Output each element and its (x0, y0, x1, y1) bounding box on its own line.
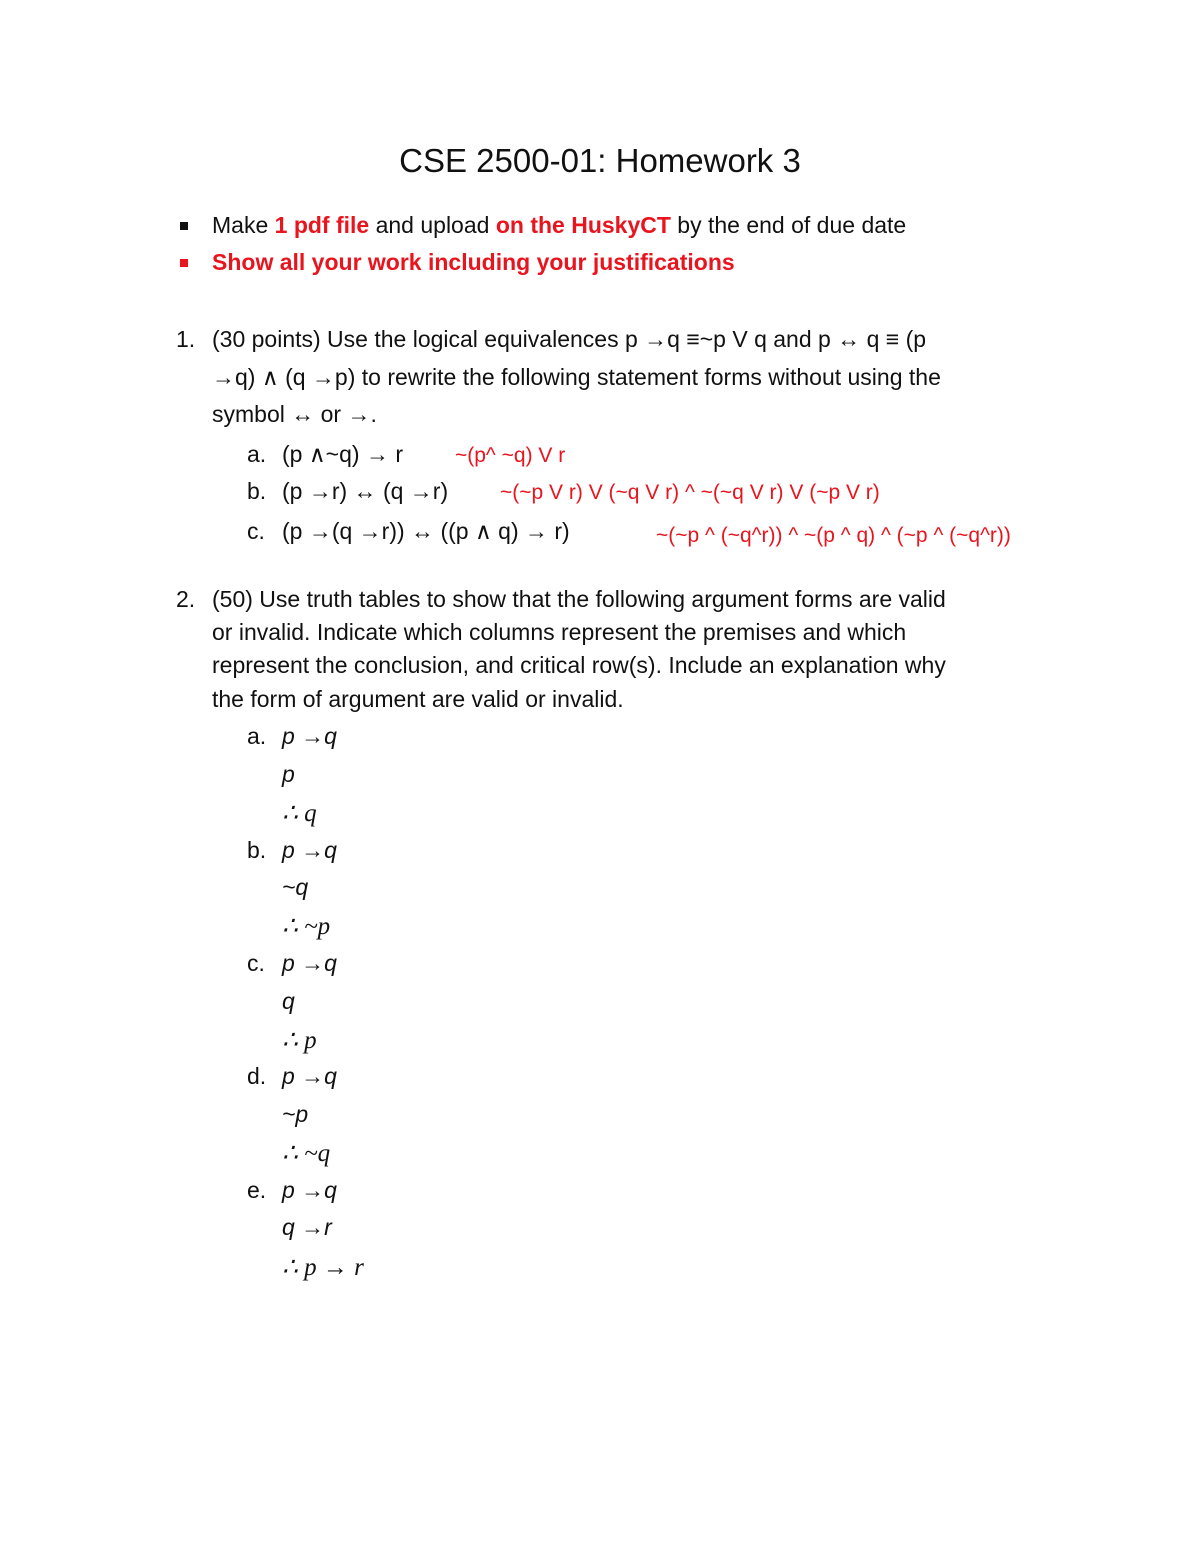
page-title: CSE 2500-01: Homework 3 (399, 142, 801, 179)
q1c-answer: ~(~p ^ (~q^r)) ^ ~(p ^ q) ^ (~p ^ (~q^r)) (656, 524, 1011, 547)
q2b-premise-1: p →q (282, 837, 337, 863)
q2d-conclusion: ∴ ~q (282, 1140, 331, 1167)
q2e-premise-2: q →r (282, 1214, 332, 1240)
q2-line-4: the form of argument are valid or invalid. (212, 686, 624, 712)
q2c-premise-1: p →q (282, 950, 337, 976)
q2c-label: c. (247, 950, 265, 976)
q1c-statement: (p →(q →r)) ↔ ((p ∧ q) → r) (282, 518, 570, 544)
q2d-premise-2: ~p (282, 1101, 309, 1127)
q2b-premise-2: ~q (282, 874, 309, 900)
q2-number: 2. (176, 586, 196, 612)
q1a-answer: ~(p^ ~q) V r (455, 444, 566, 467)
q2d-premise-1: p →q (282, 1063, 337, 1089)
q1b-answer: ~(~p V r) V (~q V r) ^ ~(~q V r) V (~p V r) (500, 481, 880, 504)
q2c-premise-2: q (282, 988, 295, 1014)
q1-number: 1. (176, 326, 196, 352)
and-upload-text: and upload (375, 212, 490, 238)
q2a-premise-2: p (282, 761, 295, 787)
q2e-conclusion: ∴ p → r (282, 1254, 364, 1281)
q2a-conclusion: ∴ q (282, 800, 317, 827)
q2b-conclusion: ∴ ~p (282, 913, 331, 940)
q1-line-2: →q) ∧ (q →p) to rewrite the following statement forms without using the (212, 364, 941, 390)
q2a-premise-1: p →q (282, 723, 337, 749)
pdf-emphasis: 1 pdf file (274, 212, 370, 238)
q2-line-2: or invalid. Indicate which columns represent the premises and which (212, 619, 907, 645)
bullet-marker (180, 222, 188, 230)
q1a-statement: (p ∧~q) → r (282, 441, 403, 467)
huskyct-emphasis: on the HuskyCT (495, 212, 671, 238)
q1a-label: a. (247, 441, 267, 467)
q2-line-1: (50) Use truth tables to show that the following argument forms are valid (212, 586, 946, 612)
due-date-text: by the end of due date (677, 212, 907, 238)
instruction-show-work: Show all your work including your justifications (212, 249, 735, 275)
bullet-marker (180, 259, 188, 267)
instruction-upload (212, 212, 906, 239)
q2-line-3: represent the conclusion, and critical row(s). Include an explanation why (212, 652, 946, 678)
q2d-label: d. (247, 1063, 267, 1089)
q1-line-1: (30 points) Use the logical equivalences p →q ≡~p V q and p ↔ q ≡ (p (212, 326, 927, 352)
q2b-label: b. (247, 837, 267, 863)
q1c-label: c. (247, 518, 265, 544)
q2e-label: e. (247, 1177, 267, 1203)
q2a-label: a. (247, 723, 267, 749)
q2c-conclusion: ∴ p (282, 1027, 317, 1054)
q1b-statement: (p →r) ↔ (q →r) (282, 478, 449, 504)
make-text: Make (212, 212, 269, 238)
q1-line-3: symbol ↔ or →. (212, 401, 377, 427)
q1b-label: b. (247, 478, 267, 504)
q2e-premise-1: p →q (282, 1177, 337, 1203)
